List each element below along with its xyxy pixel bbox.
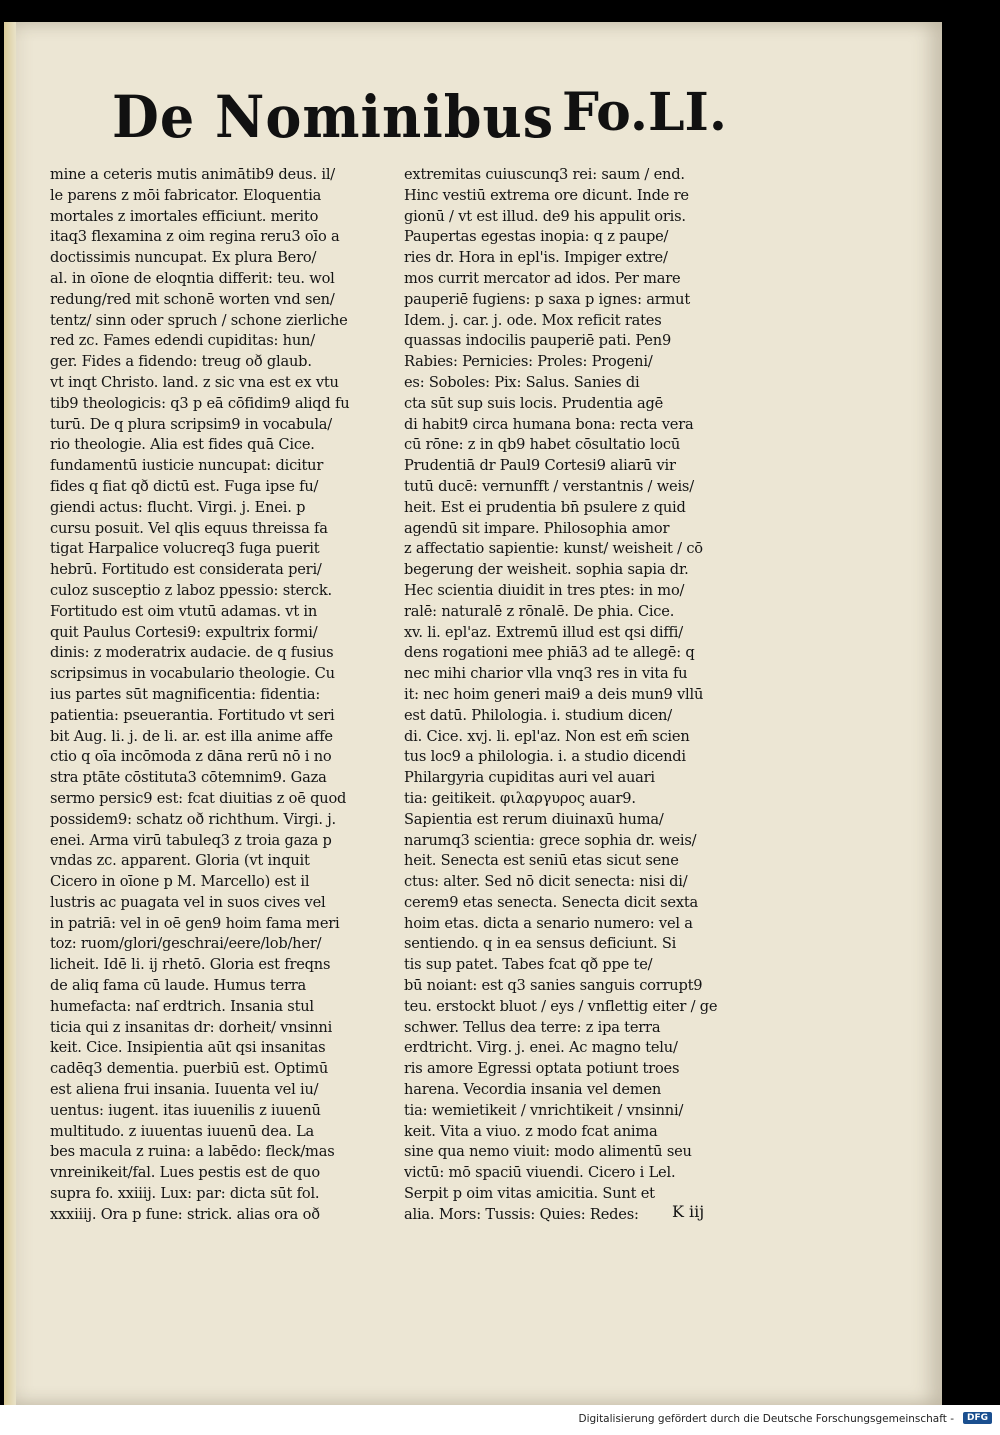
text-line: ius partes sūt magnificentia: fidentia: <box>50 685 321 703</box>
text-line: tus loc9 a philologia. i. a studio dicendi <box>404 748 686 766</box>
text-line: le parens z mōi fabricator. Eloquentia <box>50 186 322 204</box>
text-line: fides q fiat qð dictū est. Fuga ipse fu/ <box>50 477 319 495</box>
text-line: sermo persic9 est: fcat diuitias z oē quod <box>50 789 347 807</box>
text-line: tentz/ sinn oder spruch / schone zierliche <box>50 311 348 329</box>
text-line: licheit. Idē li. ij rhetō. Gloria est freqns <box>50 956 331 974</box>
text-line: tia: geitikeit. φιλαργυρος auar9. <box>404 789 636 807</box>
text-line: est aliena frui insania. Iuuenta vel iu/ <box>50 1081 319 1099</box>
text-line: hebrū. Fortitudo est considerata peri/ <box>50 561 322 579</box>
text-line: tis sup patet. Tabes fcat qð ppe te/ <box>404 956 653 974</box>
text-line: mortales z imortales efficiunt. merito <box>50 207 319 225</box>
text-line: keit. Vita a viuo. z modo fcat anima <box>404 1122 658 1140</box>
text-line: bū noiant: est q3 sanies sanguis corrupt9 <box>404 977 703 995</box>
text-line: z affectatio sapientie: kunst/ weisheit / cō <box>404 540 703 558</box>
running-header <box>112 82 727 162</box>
text-line: begerung der weisheit. sophia sapia dr. <box>404 561 689 579</box>
text-line: keit. Cice. Insipientia aūt qsi insanitas <box>50 1039 326 1057</box>
text-line: redung/red mit schonē worten vnd sen/ <box>50 290 335 308</box>
text-line: stra ptāte cōstituta3 cōtemnim9. Gaza <box>50 769 327 787</box>
text-line: sine qua nemo viuit: modo alimentū seu <box>404 1143 692 1161</box>
text-line: ries dr. Hora in epl'is. Impiger extre/ <box>404 249 668 267</box>
text-line: heit. Est ei prudentia bn̄ psulere z quid <box>404 498 686 516</box>
text-line: Cicero in oīone p M. Marcello) est il <box>50 873 310 891</box>
text-line: teu. erstockt bluot / eys / vnflettig eiter / ge <box>404 997 718 1015</box>
text-line: it: nec hoim generi mai9 a deis mun9 vllū <box>404 685 704 703</box>
text-line: toz: ruom/glori/geschrai/eere/lob/her/ <box>50 935 322 953</box>
text-line: ger. Fides a fidendo: treug oð glaub. <box>50 353 312 371</box>
book-page <box>4 22 942 1405</box>
text-line: dinis: z moderatrix audacie. de q fusius <box>50 644 334 662</box>
text-line: turū. De q plura scripsim9 in vocabula/ <box>50 415 333 433</box>
text-line: supra fo. xxiiij. Lux: par: dicta sūt fol. <box>50 1185 320 1203</box>
text-line: cū rōne: z in qb9 habet cōsultatio locū <box>404 436 681 454</box>
text-line: Idem. j. car. j. ode. Mox reficit rates <box>404 311 662 329</box>
text-line: rio theologie. Alia est fides quā Cice. <box>50 436 315 454</box>
text-line: bit Aug. li. j. de li. ar. est illa anime affe <box>50 727 333 745</box>
text-line: nec mihi charior vlla vnq3 res in vita fu <box>404 665 688 683</box>
text-line: quassas indocilis pauperiē pati. Pen9 <box>404 332 672 350</box>
text-line: quit Paulus Cortesi9: expultrix formi/ <box>50 623 318 641</box>
text-line: ralē: naturalē z rōnalē. De phia. Cice. <box>404 602 675 620</box>
text-line: Hec scientia diuidit in tres ptes: in mo/ <box>404 581 685 599</box>
text-line: Serpit p oim vitas amicitia. Sunt et <box>404 1185 655 1203</box>
text-line: victū: mō spaciū viuendi. Cicero i Lel. <box>404 1164 676 1182</box>
text-line: pauperiē fugiens: p saxa p ignes: armut <box>404 290 691 308</box>
text-line: Fortitudo est oim vtutū adamas. vt in <box>50 602 318 620</box>
left-text-column <box>50 165 390 1226</box>
text-line: vndas zc. apparent. Gloria (vt inquit <box>50 852 310 870</box>
text-line: enei. Arma virū tabuleq3 z troia gaza p <box>50 831 332 849</box>
text-line: cursu posuit. Vel qlis equus threissa fa <box>50 519 328 537</box>
text-line: erdtricht. Virg. j. enei. Ac magno telu/ <box>404 1039 678 1057</box>
text-line: gionū / vt est illud. de9 his appulit oris. <box>404 207 686 225</box>
text-line: cerem9 etas senecta. Senecta dicit sexta <box>404 893 699 911</box>
text-line: giendi actus: flucht. Virgi. j. Enei. p <box>50 498 306 516</box>
text-line: agendū sit impare. Philosophia amor <box>404 519 670 537</box>
text-line: dens rogationi mee phiā3 ad te allegē: q <box>404 644 695 662</box>
text-line: ctio q oīa incōmoda z dāna rerū nō i no <box>50 748 332 766</box>
text-line: vnreinikeit/fal. Lues pestis est de quo <box>50 1164 320 1182</box>
right-text-column <box>404 165 744 1226</box>
text-line: de aliq fama cū laude. Humus terra <box>50 977 306 995</box>
dfg-logo: DFG <box>963 1412 992 1424</box>
text-line: cta sūt sup suis locis. Prudentia agē <box>404 394 664 412</box>
text-line: di habit9 circa humana bona: recta vera <box>404 415 694 433</box>
text-line: mine a ceteris mutis animātib9 deus. il/ <box>50 166 336 183</box>
text-line: cadēq3 dementia. puerbiū est. Optimū <box>50 1060 329 1078</box>
text-line: extremitas cuiuscunq3 rei: saum / end. <box>404 166 685 183</box>
text-line: culoz susceptio z laboz ppessio: sterck. <box>50 581 332 599</box>
text-line: Philargyria cupiditas auri vel auari <box>404 769 655 787</box>
text-line: ticia qui z insanitas dr: dorheit/ vnsinni <box>50 1018 333 1036</box>
text-line: fundamentū iusticie nuncupat: dicitur <box>50 457 324 475</box>
text-line: in patriā: vel in oē gen9 hoim fama meri <box>50 914 340 932</box>
text-line: ctus: alter. Sed nō dicit senecta: nisi di/ <box>404 873 688 891</box>
text-line: doctissimis nuncupat. Ex plura Bero/ <box>50 249 317 267</box>
text-line: Paupertas egestas inopia: q z paupe/ <box>404 228 669 246</box>
text-line: mos currit mercator ad idos. Per mare <box>404 269 681 287</box>
text-line: Prudentiā dr Paul9 Cortesi9 aliarū vir <box>404 457 676 475</box>
text-line: xxxiiij. Ora p fune: strick. alias ora oð <box>50 1205 320 1223</box>
text-line: narumq3 scientia: grece sophia dr. weis/ <box>404 831 697 849</box>
text-line: tutū ducē: vernunfft / verstantnis / weis/ <box>404 477 694 495</box>
text-line: scripsimus in vocabulario theologie. Cu <box>50 665 335 683</box>
text-line: possidem9: schatz oð richthum. Virgi. j. <box>50 810 336 828</box>
signature-mark: K iij <box>672 1202 705 1221</box>
text-line: humefacta: naſ erdtrich. Insania stul <box>50 997 314 1015</box>
text-line: vt inqt Christo. land. z sic vna est ex vtu <box>50 373 339 391</box>
text-line: uentus: iugent. itas iuuenilis z iuuenū <box>50 1101 321 1119</box>
text-line: es: Soboles: Pix: Salus. Sanies di <box>404 373 640 391</box>
text-line: schwer. Tellus dea terre: z ipa terra <box>404 1018 661 1036</box>
text-line: tigat Harpalice volucreq3 fuga puerit <box>50 540 320 558</box>
folio-number: Fo.LI. <box>562 82 727 143</box>
text-line: Sapientia est rerum diuinaxū huma/ <box>404 810 664 828</box>
text-line: Rabies: Pernicies: Proles: Progeni/ <box>404 353 653 371</box>
text-line: tia: wemietikeit / vnrichtikeit / vnsinni/ <box>404 1101 684 1119</box>
text-line: hoim etas. dicta a senario numero: vel a <box>404 914 693 932</box>
page-title: De Nominibus <box>112 82 555 152</box>
text-line: di. Cice. xvj. li. epl'az. Non est em̄ scien <box>404 727 690 745</box>
text-line: ris amore Egressi optata potiunt troes <box>404 1060 680 1078</box>
text-line: bes macula z ruina: a labēdo: fleck/mas <box>50 1143 335 1161</box>
footer-bar <box>0 1405 1000 1435</box>
text-line: itaq3 flexamina z oim regina reru3 oīo a <box>50 228 340 246</box>
text-line: patientia: pseuerantia. Fortitudo vt seri <box>50 706 335 724</box>
text-line: heit. Senecta est seniū etas sicut sene <box>404 852 679 870</box>
text-line: tib9 theologicis: q3 p eā cōfidim9 aliqd fu <box>50 394 350 412</box>
text-line: lustris ac puagata vel in suos cives vel <box>50 893 326 911</box>
text-line: Hinc vestiū extrema ore dicunt. Inde re <box>404 186 689 204</box>
text-line: harena. Vecordia insania vel demen <box>404 1081 662 1099</box>
text-line: xv. li. epl'az. Extremū illud est qsi diffi/ <box>404 623 683 641</box>
text-line: est datū. Philologia. i. studium dicen/ <box>404 706 672 724</box>
footer-credit: Digitalisierung gefördert durch die Deutsche Forschungsgemeinschaft - <box>578 1413 954 1425</box>
text-line: red zc. Fames edendi cupiditas: hun/ <box>50 332 315 350</box>
text-line: alia. Mors: Tussis: Quies: Redes: <box>404 1205 639 1223</box>
text-line: sentiendo. q in ea sensus deficiunt. Si <box>404 935 677 953</box>
text-line: multitudo. z iuuentas iuuenū dea. La <box>50 1122 315 1140</box>
text-line: al. in oīone de eloqntia differit: teu. wol <box>50 269 335 287</box>
